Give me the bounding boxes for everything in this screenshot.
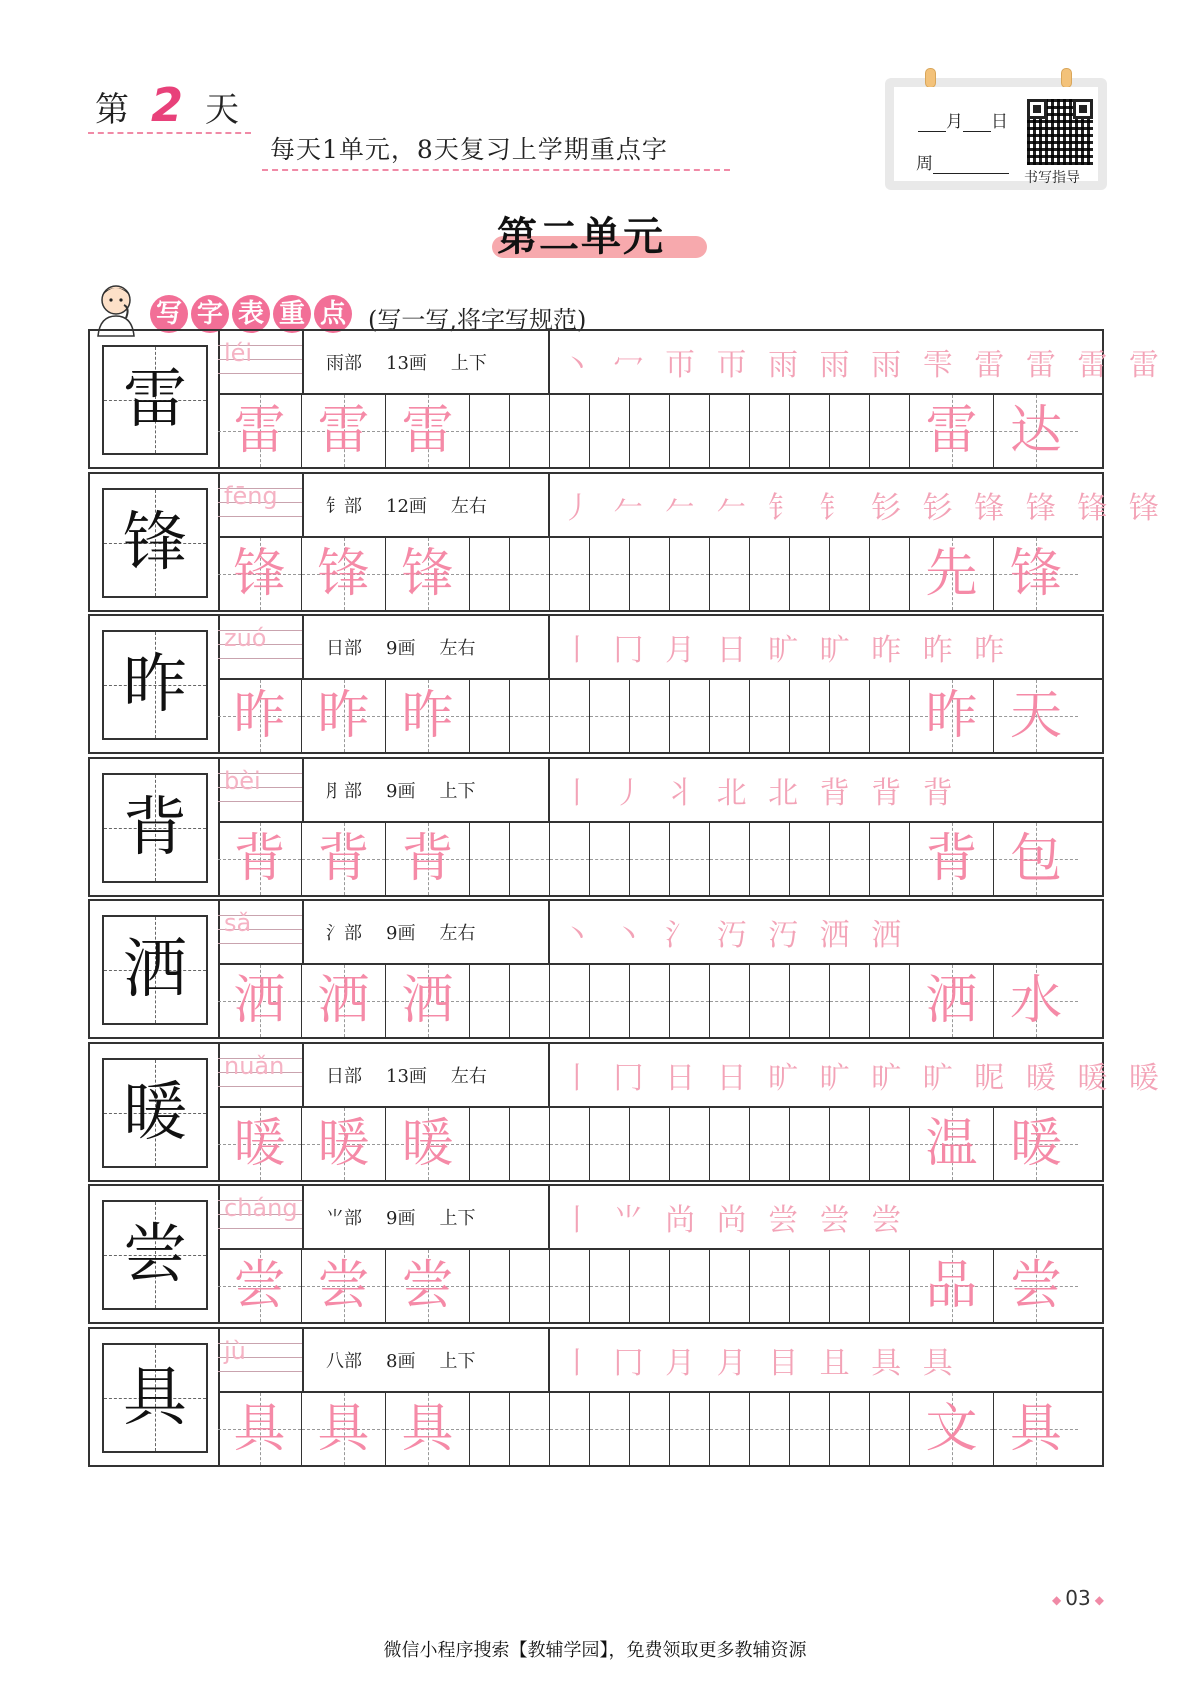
word-char: 品 [925,1256,978,1316]
trace-char: 背 [233,828,286,889]
blank-cell[interactable] [510,538,550,610]
blank-cell[interactable] [710,538,750,610]
stroke-order: 丨 冂 月 月 目 且 具 具 [562,1345,959,1381]
stroke-order: 丨 冂 月 日 旷 旷 昨 昨 昨 [562,633,1011,668]
word-cell[interactable] [910,538,994,610]
word-char: 暖 [1009,1113,1062,1174]
structure: 上下 [450,353,487,374]
blank-cell[interactable] [710,823,750,895]
model-char-cell [90,759,220,895]
blank-cell[interactable] [710,1393,750,1465]
trace-char: 背 [317,828,370,889]
day-label [95,78,239,132]
radical: 日部 [326,638,362,659]
character-row [88,472,1165,612]
radical: 日部 [326,1065,362,1087]
blank-cell[interactable] [510,965,550,1037]
word-char: 水 [1009,971,1062,1031]
trace-cell[interactable] [218,1108,302,1180]
blank-cell[interactable] [750,1108,790,1180]
word-cell[interactable] [994,965,1078,1037]
trace-char: 锋 [233,543,286,604]
blank-cell[interactable] [870,965,910,1037]
structure: 上下 [439,780,476,802]
model-char-cell [90,901,220,1037]
model-char: 尝 [123,1218,187,1292]
blank-cell[interactable] [550,680,590,752]
blank-cell[interactable] [750,965,790,1037]
section-char: 写 [150,295,188,333]
trace-cell[interactable] [302,538,386,610]
pinyin-box [218,616,304,678]
trace-cell[interactable] [218,395,302,467]
trace-cell[interactable] [218,823,302,895]
blank-cell[interactable] [830,823,870,895]
trace-cell[interactable] [386,538,470,610]
page-number: ◆ 03 ◆ [1052,1586,1104,1610]
word-char: 背 [925,828,978,889]
blank-cell[interactable] [870,823,910,895]
blank-cell[interactable] [470,538,510,610]
blank-cell[interactable] [550,538,590,610]
blank-cell[interactable] [830,538,870,610]
pinyin: bèi [224,766,261,795]
trace-char: 暖 [233,1113,286,1174]
trace-cell[interactable] [302,1393,386,1465]
trace-char: 背 [401,828,454,889]
trace-cell[interactable] [302,680,386,752]
word-char: 锋 [1009,543,1062,604]
trace-cell[interactable] [218,680,302,752]
month-label: 月 [946,112,963,132]
footer-promo: 微信小程序搜索【教辅学园】，免费领取更多教辅资源 [383,1640,807,1661]
stroke-order: 丨 ⺌ 尚 尚 尝 尝 尝 [562,1203,908,1238]
trace-char: 暖 [401,1113,454,1174]
pin-icon [925,68,936,88]
blank-cell[interactable] [630,395,670,467]
blank-cell[interactable] [830,395,870,467]
trace-cell[interactable] [386,823,470,895]
trace-cell[interactable] [218,538,302,610]
blank-cell[interactable] [470,1250,510,1322]
blank-cell[interactable] [830,1250,870,1322]
blank-cell[interactable] [510,1250,550,1322]
char-info [302,759,550,821]
trace-char: 昨 [401,686,454,746]
pinyin: nuǎn [224,1051,285,1080]
trace-char: 暖 [317,1113,370,1174]
blank-cell[interactable] [590,823,630,895]
blank-cell[interactable] [590,395,630,467]
word-cell[interactable] [994,538,1078,610]
word-char: 昨 [925,686,978,746]
blank-cell[interactable] [790,680,830,752]
trace-cell[interactable] [302,1108,386,1180]
blank-cell[interactable] [750,538,790,610]
word-cell[interactable] [910,1393,994,1465]
character-row [88,899,1104,1039]
model-char-cell [90,474,220,610]
blank-cell[interactable] [590,538,630,610]
blank-cell[interactable] [830,1393,870,1465]
header-dash-lower [262,169,730,171]
stroke-order: 丶 冖 帀 帀 雨 雨 雨 雫 雷 雷 雷 雷 [562,348,1165,383]
pinyin: sǎ [224,909,252,937]
week-label: 周 [916,154,933,174]
pinyin: fēng [224,481,278,510]
word-char: 温 [925,1113,978,1174]
stroke-order: 丨 冂 日 日 旷 旷 旷 旷 昵 暖 暖 暖 [562,1060,1165,1096]
tian-grid [102,488,208,598]
writing-grid [218,680,1102,752]
trace-cell[interactable] [302,965,386,1037]
radical: ⺌部 [326,1208,362,1229]
char-info [302,1329,550,1391]
pinyin-box [218,901,304,963]
blank-cell[interactable] [510,395,550,467]
radical: 八部 [326,1350,362,1372]
blank-cell[interactable] [670,1393,710,1465]
blank-cell[interactable] [790,538,830,610]
blank-cell[interactable] [710,1250,750,1322]
writing-grid [218,1250,1102,1322]
blank-cell[interactable] [630,538,670,610]
day-prefix: 第 [95,90,129,130]
stroke-count: 9画 [386,1208,416,1229]
day-suffix: 天 [205,90,240,130]
trace-cell[interactable] [218,1250,302,1322]
char-info [302,1044,550,1106]
trace-cell[interactable] [386,1250,470,1322]
blank-cell[interactable] [750,1393,790,1465]
blank-cell[interactable] [510,1108,550,1180]
word-cell[interactable] [994,1250,1078,1322]
trace-char: 尝 [401,1256,454,1316]
blank-cell[interactable] [630,680,670,752]
model-char: 雷 [123,363,187,437]
trace-cell[interactable] [218,1393,302,1465]
blank-cell[interactable] [550,1108,590,1180]
char-info [302,1186,550,1248]
unit-title: 第二单元 [497,214,665,260]
word-cell[interactable] [910,823,994,895]
blank-cell[interactable] [550,965,590,1037]
pinyin-box [218,1186,304,1248]
trace-cell[interactable] [302,1250,386,1322]
blank-cell[interactable] [870,1393,910,1465]
stroke-count: 8画 [386,1350,416,1372]
word-char: 具 [1009,1398,1062,1459]
blank-cell[interactable] [670,538,710,610]
tian-grid [102,630,208,740]
trace-cell[interactable] [218,965,302,1037]
trace-char: 锋 [401,543,454,604]
word-char: 天 [1009,686,1062,746]
trace-char: 尝 [233,1256,286,1316]
blank-cell[interactable] [710,680,750,752]
model-char: 锋 [123,505,187,580]
word-char: 尝 [1009,1256,1062,1316]
character-row [88,1042,1165,1182]
pin-icon [1061,68,1072,88]
pinyin-box [218,331,304,393]
blank-cell[interactable] [550,1250,590,1322]
blank-cell[interactable] [870,538,910,610]
trace-char: 洒 [401,971,454,1031]
model-char: 暖 [123,1075,187,1150]
character-row [88,1327,1104,1467]
tian-grid [102,773,208,883]
blank-cell[interactable] [750,395,790,467]
blank-cell[interactable] [470,965,510,1037]
section-char: 表 [232,295,270,333]
blank-cell[interactable] [670,395,710,467]
stroke-count: 9画 [386,638,416,659]
blank-cell[interactable] [550,1393,590,1465]
tian-grid [102,915,208,1025]
qr-label: 书写指导 [1024,170,1080,186]
model-char-cell [90,1186,220,1322]
blank-cell[interactable] [750,823,790,895]
blank-cell[interactable] [590,965,630,1037]
blank-cell[interactable] [470,1393,510,1465]
trace-char: 具 [317,1398,370,1459]
blank-cell[interactable] [670,1108,710,1180]
structure: 上下 [439,1208,476,1229]
blank-cell[interactable] [710,965,750,1037]
blank-cell[interactable] [510,1393,550,1465]
trace-cell[interactable] [302,823,386,895]
word-cell[interactable] [994,395,1078,467]
word-char: 达 [1009,401,1062,461]
structure: 上下 [439,1350,476,1372]
word-char: 先 [925,543,978,604]
writing-grid [218,1108,1102,1180]
char-info [302,474,550,536]
blank-cell[interactable] [790,823,830,895]
trace-char: 洒 [233,971,286,1031]
pinyin: jù [224,1336,246,1365]
word-cell[interactable] [910,1250,994,1322]
word-cell[interactable] [910,395,994,467]
writing-grid [218,538,1102,610]
blank-cell[interactable] [750,680,790,752]
word-cell[interactable] [994,680,1078,752]
structure: 左右 [439,638,476,659]
character-row [88,614,1104,754]
section-title [150,295,352,333]
char-info [302,616,550,678]
trace-char: 尝 [317,1256,370,1316]
blank-cell[interactable] [630,965,670,1037]
blank-cell[interactable] [790,395,830,467]
blank-cell[interactable] [510,680,550,752]
blank-cell[interactable] [870,680,910,752]
word-char: 包 [1009,828,1062,889]
blank-cell[interactable] [750,1250,790,1322]
word-char: 雷 [925,401,978,461]
blank-cell[interactable] [470,1108,510,1180]
writing-grid [218,1393,1102,1465]
blank-cell[interactable] [630,1393,670,1465]
blank-cell[interactable] [550,395,590,467]
stroke-order: 丿 𠂉 𠂉 𠂉 钅 钅 钐 钐 锋 锋 锋 锋 [562,490,1165,526]
trace-char: 雷 [317,401,370,461]
character-row [88,1184,1104,1324]
stroke-count: 9画 [386,923,416,944]
structure: 左右 [450,1065,487,1087]
blank-cell[interactable] [630,1250,670,1322]
blank-cell[interactable] [550,823,590,895]
date-line [918,107,1008,132]
blank-cell[interactable] [630,823,670,895]
blank-cell[interactable] [710,1108,750,1180]
writing-grid [218,395,1102,467]
section-char: 点 [314,295,352,333]
radical: 雨部 [326,353,362,374]
model-char-cell [90,331,220,467]
stroke-order: 丨 丿 丬 北 北 背 背 背 [562,775,959,811]
stroke-count: 9画 [386,780,416,802]
trace-char: 洒 [317,971,370,1031]
word-char: 洒 [925,971,978,1031]
character-row [88,757,1104,897]
header-subtitle: 每天1单元，8天复习上学期重点字 [270,135,668,164]
word-cell[interactable] [994,1393,1078,1465]
trace-cell[interactable] [386,395,470,467]
word-cell[interactable] [994,1108,1078,1180]
blank-cell[interactable] [870,1108,910,1180]
model-char: 背 [123,790,187,865]
blank-cell[interactable] [790,1393,830,1465]
blank-cell[interactable] [870,1250,910,1322]
model-char: 昨 [123,648,187,722]
blank-cell[interactable] [870,395,910,467]
blank-cell[interactable] [630,1108,670,1180]
trace-char: 雷 [233,401,286,461]
trace-char: 雷 [401,401,454,461]
model-char: 洒 [123,933,187,1007]
pinyin: zuó [224,624,267,652]
trace-cell[interactable] [386,965,470,1037]
blank-cell[interactable] [470,680,510,752]
pinyin-box [218,1044,304,1106]
character-row [88,329,1165,469]
blank-cell[interactable] [790,1250,830,1322]
day-number: 2 [151,78,184,132]
trace-char: 具 [401,1398,454,1459]
date-box [885,78,1107,190]
blank-cell[interactable] [670,680,710,752]
blank-cell[interactable] [670,1250,710,1322]
radical: 钅部 [326,495,362,517]
pinyin-box [218,474,304,536]
blank-cell[interactable] [790,1108,830,1180]
blank-cell[interactable] [670,965,710,1037]
section-note: (写一写,将字写规范) [368,306,587,334]
pinyin-box [218,759,304,821]
word-cell[interactable] [994,823,1078,895]
blank-cell[interactable] [590,1393,630,1465]
trace-cell[interactable] [386,1108,470,1180]
blank-cell[interactable] [510,823,550,895]
tian-grid [102,1200,208,1310]
blank-cell[interactable] [590,680,630,752]
trace-cell[interactable] [302,395,386,467]
header-dash [88,132,251,134]
blank-cell[interactable] [830,965,870,1037]
section-char: 字 [191,295,229,333]
section-char: 重 [273,295,311,333]
model-char: 具 [123,1360,187,1435]
day-label-text: 日 [991,112,1008,132]
blank-cell[interactable] [670,823,710,895]
blank-cell[interactable] [590,1250,630,1322]
tian-grid [102,345,208,455]
stroke-order: 丶 丶 氵 汅 汅 洒 洒 [562,918,908,953]
blank-cell[interactable] [790,965,830,1037]
word-cell[interactable] [910,680,994,752]
tian-grid [102,1343,208,1453]
blank-cell[interactable] [830,680,870,752]
trace-cell[interactable] [386,1393,470,1465]
char-info [302,901,550,963]
blank-cell[interactable] [470,823,510,895]
stroke-count: 13画 [386,353,427,374]
model-char-cell [90,1329,220,1465]
pinyin: léi [224,339,253,367]
word-char: 文 [925,1398,978,1459]
trace-cell[interactable] [386,680,470,752]
blank-cell[interactable] [470,395,510,467]
trace-char: 锋 [317,543,370,604]
model-char-cell [90,1044,220,1180]
radical: 氵部 [326,923,362,944]
word-cell[interactable] [910,1108,994,1180]
blank-cell[interactable] [590,1108,630,1180]
pinyin-box [218,1329,304,1391]
week-line [916,149,1009,174]
blank-cell[interactable] [710,395,750,467]
char-info [302,331,550,393]
qr-code-icon[interactable] [1027,99,1093,165]
trace-char: 昨 [233,686,286,746]
structure: 左右 [439,923,476,944]
pinyin: cháng [224,1194,298,1222]
model-char-cell [90,616,220,752]
trace-char: 具 [233,1398,286,1459]
word-cell[interactable] [910,965,994,1037]
tian-grid [102,1058,208,1168]
blank-cell[interactable] [830,1108,870,1180]
radical: ⺼部 [326,780,362,802]
stroke-count: 13画 [386,1065,427,1087]
stroke-count: 12画 [386,495,427,517]
structure: 左右 [450,495,487,517]
trace-char: 昨 [317,686,370,746]
writing-grid [218,823,1102,895]
writing-grid [218,965,1102,1037]
